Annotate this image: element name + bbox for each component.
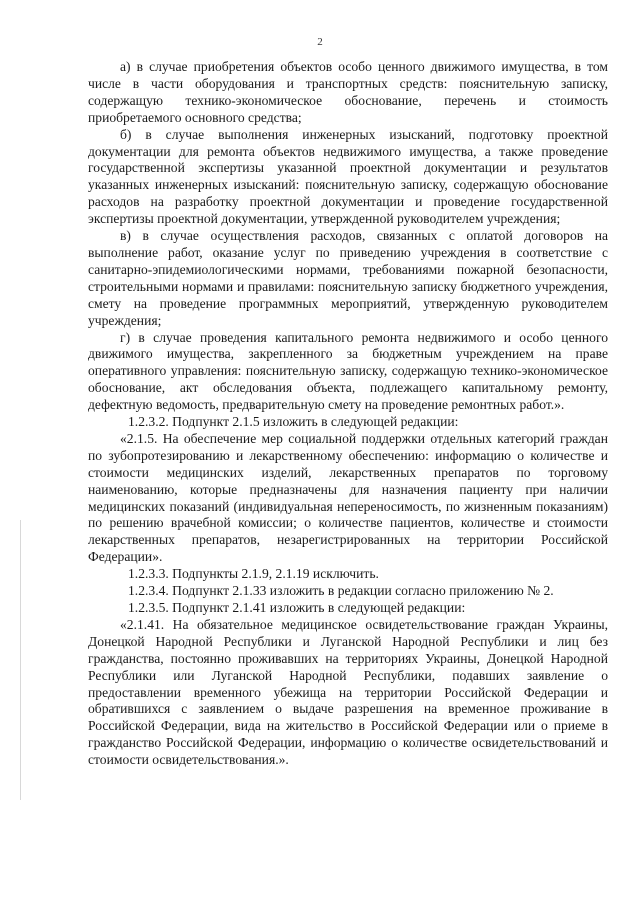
paragraph-v: в) в случае осуществления расходов, связанных с оплатой договоров на выполнение работ, оказание услуг по приведению учреждения в соответствие с санитарно-эпидемиологическими нормами, требованиями пожарной безопасности, строительными нормами и правилами: пояснительную записку бюджетного учреждения, смету на проведение программных мероприятий, утвержденную руководителем учреждения; bbox=[88, 228, 608, 328]
paragraph-1-2-3-2: 1.2.3.2. Подпункт 2.1.5 изложить в следующей редакции: bbox=[128, 414, 459, 430]
paragraph-a: а) в случае приобретения объектов особо ценного движимого имущества, в том числе в части оборудования и транспортных средств: пояснительную записку, содержащую технико-экономическое обоснование, перечень и стоимость приобретаемого основного средства; bbox=[88, 59, 608, 125]
paragraph-b: б) в случае выполнения инженерных изысканий, подготовку проектной документации для ремонта объектов недвижимого имущества, а также проведение государственной экспертизы указанной проектной документации и результатов указанных инженерных изысканий: пояснительную записку, содержащую обоснование расходов на разработку проектной документации и проведение государственной экспертизы проектной документации, утвержденной руководителем учреждения; bbox=[88, 126, 608, 227]
paragraph-2-1-5: «2.1.5. На обеспечение мер социальной поддержки отдельных категорий граждан по зубопротезированию и лекарственному обеспечению: информацию о количестве и стоимости медицинских изделий, лекарственных препаратов по торговому наименованию, которые предназначены для назначения пациенту при наличии медицинских показаний (индивидуальная непереносимость, по жизненным показаниям) по решению врачебной комиссии; о количестве пациентов, количестве и стоимости лекарственных препаратов, незарегистрированных на территории Российской Федерации». bbox=[88, 430, 608, 565]
document-body bbox=[88, 59, 608, 769]
paragraph-1-2-3-3: 1.2.3.3. Подпункты 2.1.9, 2.1.19 исключить. bbox=[128, 566, 379, 582]
margin-line bbox=[20, 520, 21, 800]
paragraph-1-2-3-4: 1.2.3.4. Подпункт 2.1.33 изложить в редакции согласно приложению № 2. bbox=[128, 583, 554, 599]
page-number: 2 bbox=[317, 36, 323, 48]
paragraph-2-1-41: «2.1.41. На обязательное медицинское освидетельствование граждан Украины, Донецкой Народной Республики и Луганской Народной Республики и лиц без гражданства, постоянно проживавших на территориях Украины, Донецкой Народной Республики или Луганской Народной Республики, подавших заявление о предоставлении временного убежища на территории Российской Федерации и обратившихся с заявлением о выдаче разрешения на временное проживание в Российской Федерации, вида на жительство в Российской Федерации или о приеме в гражданство Российской Федерации, информацию о количестве освидетельствований и стоимости освидетельствования.». bbox=[88, 616, 608, 768]
paragraph-g: г) в случае проведения капитального ремонта недвижимого и особо ценного движимого имущества, закрепленного за бюджетным учреждением на праве оперативного управления: пояснительную записку, содержащую технико-экономическое обоснование, акт обследования объекта, подлежащего капитальному ремонту, дефектную ведомость, предварительную смету на проведение ремонтных работ.». bbox=[88, 329, 608, 413]
paragraph-1-2-3-5: 1.2.3.5. Подпункт 2.1.41 изложить в следующей редакции: bbox=[128, 600, 466, 615]
